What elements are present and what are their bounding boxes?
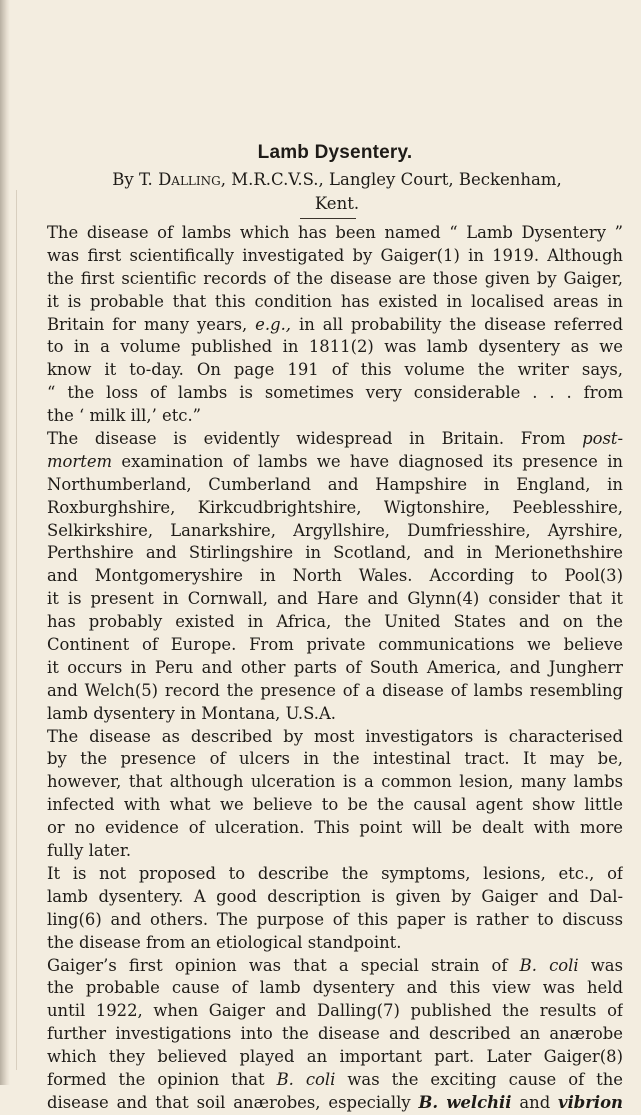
- text-line: Roxburghshire, Kirkcudbrightshire, Wigtonshire, Peeblesshire,: [47, 497, 623, 517]
- byline-affiliation: M.R.C.V.S., Langley Court, Beckenham,: [231, 170, 562, 189]
- text-line: ling(6) and others. The purpose of this paper is rather to discuss: [47, 909, 623, 929]
- body-text: [47, 222, 623, 1115]
- text-line: Gaiger’s first opinion was that a special strain of B. coli was: [47, 955, 623, 975]
- title-divider: [300, 218, 356, 219]
- text-line: the ‘ milk ill,’ etc.”: [47, 406, 202, 426]
- text-line: fully later.: [47, 841, 132, 861]
- text-line: disease and that soil anærobes, especially B. welchii and vibrion: [47, 1092, 623, 1112]
- text-line: know it to-day. On page 191 of this volume the writer says,: [47, 360, 623, 380]
- text-line: to in a volume published in 1811(2) was lamb dysentery as we: [47, 337, 623, 357]
- text-line: It is not proposed to describe the symptoms, lesions, etc., of: [47, 863, 623, 883]
- text-line: or no evidence of ulceration. This point will be dealt with more: [47, 818, 623, 838]
- text-line: infected with what we believe to be the causal agent show little: [47, 795, 623, 815]
- text-line: The disease is evidently widespread in Britain. From post-: [47, 429, 623, 449]
- text-line: Selkirkshire, Lanarkshire, Argyllshire, Dumfriesshire, Ayrshire,: [47, 520, 623, 540]
- article-title: Lamb Dysentery.: [257, 142, 413, 163]
- text-line: the probable cause of lamb dysentery and this view was held: [47, 978, 623, 998]
- text-line: “ the loss of lambs is sometimes very considerable . . . from: [47, 383, 623, 403]
- text-line: The disease of lambs which has been named “ Lamb Dysentery ”: [47, 223, 623, 242]
- text-line: Continent of Europe. From private communications we believe: [47, 635, 623, 655]
- text-line: mortem examination of lambs we have diagnosed its presence in: [47, 451, 623, 471]
- text-line: was first scientifically investigated by Gaiger(1) in 1919. Although: [47, 245, 623, 265]
- byline-location: Kent.: [314, 194, 360, 213]
- text-line: it occurs in Peru and other parts of South America, and Jungherr: [47, 657, 623, 677]
- text-line: and Welch(5) record the presence of a disease of lambs resembling: [47, 680, 623, 700]
- text-line: has probably existed in Africa, the United States and on the: [47, 612, 623, 632]
- text-line: further investigations into the disease and described an anærobe: [47, 1024, 623, 1044]
- text-line: which they believed played an important part. Later Gaiger(8): [47, 1047, 623, 1067]
- text-line: by the presence of ulcers in the intestinal tract. It may be,: [47, 749, 623, 769]
- text-line: lamb dysentery. A good description is given by Gaiger and Dal-: [47, 886, 623, 906]
- byline-prefix: By T.: [112, 170, 153, 189]
- text-line: until 1922, when Gaiger and Dalling(7) published the results of: [47, 1001, 623, 1021]
- text-line: Northumberland, Cumberland and Hampshire in England, in: [47, 474, 623, 494]
- text-line: the disease from an etiological standpoint.: [47, 932, 402, 952]
- page-fold-line: [16, 190, 17, 1070]
- page-left-edge-shadow: [0, 0, 10, 1085]
- text-line: it is probable that this condition has existed in localised areas in: [47, 291, 623, 311]
- text-line: The disease as described by most investigators is characterised: [47, 726, 623, 746]
- byline-author: Dalling,: [158, 170, 226, 189]
- text-line: and Montgomeryshire in North Wales. According to Pool(3): [47, 566, 623, 586]
- text-line: Britain for many years, e.g., in all probability the disease referred: [47, 314, 623, 334]
- text-line: it is present in Cornwall, and Hare and Glynn(4) consider that it: [47, 589, 623, 609]
- text-line: Perthshire and Stirlingshire in Scotland, and in Merionethshire: [47, 543, 623, 563]
- text-line: the first scientific records of the disease are those given by Gaiger,: [47, 268, 623, 288]
- text-line: however, that although ulceration is a common lesion, many lambs: [47, 772, 623, 792]
- text-line: formed the opinion that B. coli was the exciting cause of the: [47, 1069, 623, 1089]
- text-line: lamb dysentery in Montana, U.S.A.: [47, 703, 337, 723]
- byline: [107, 168, 567, 216]
